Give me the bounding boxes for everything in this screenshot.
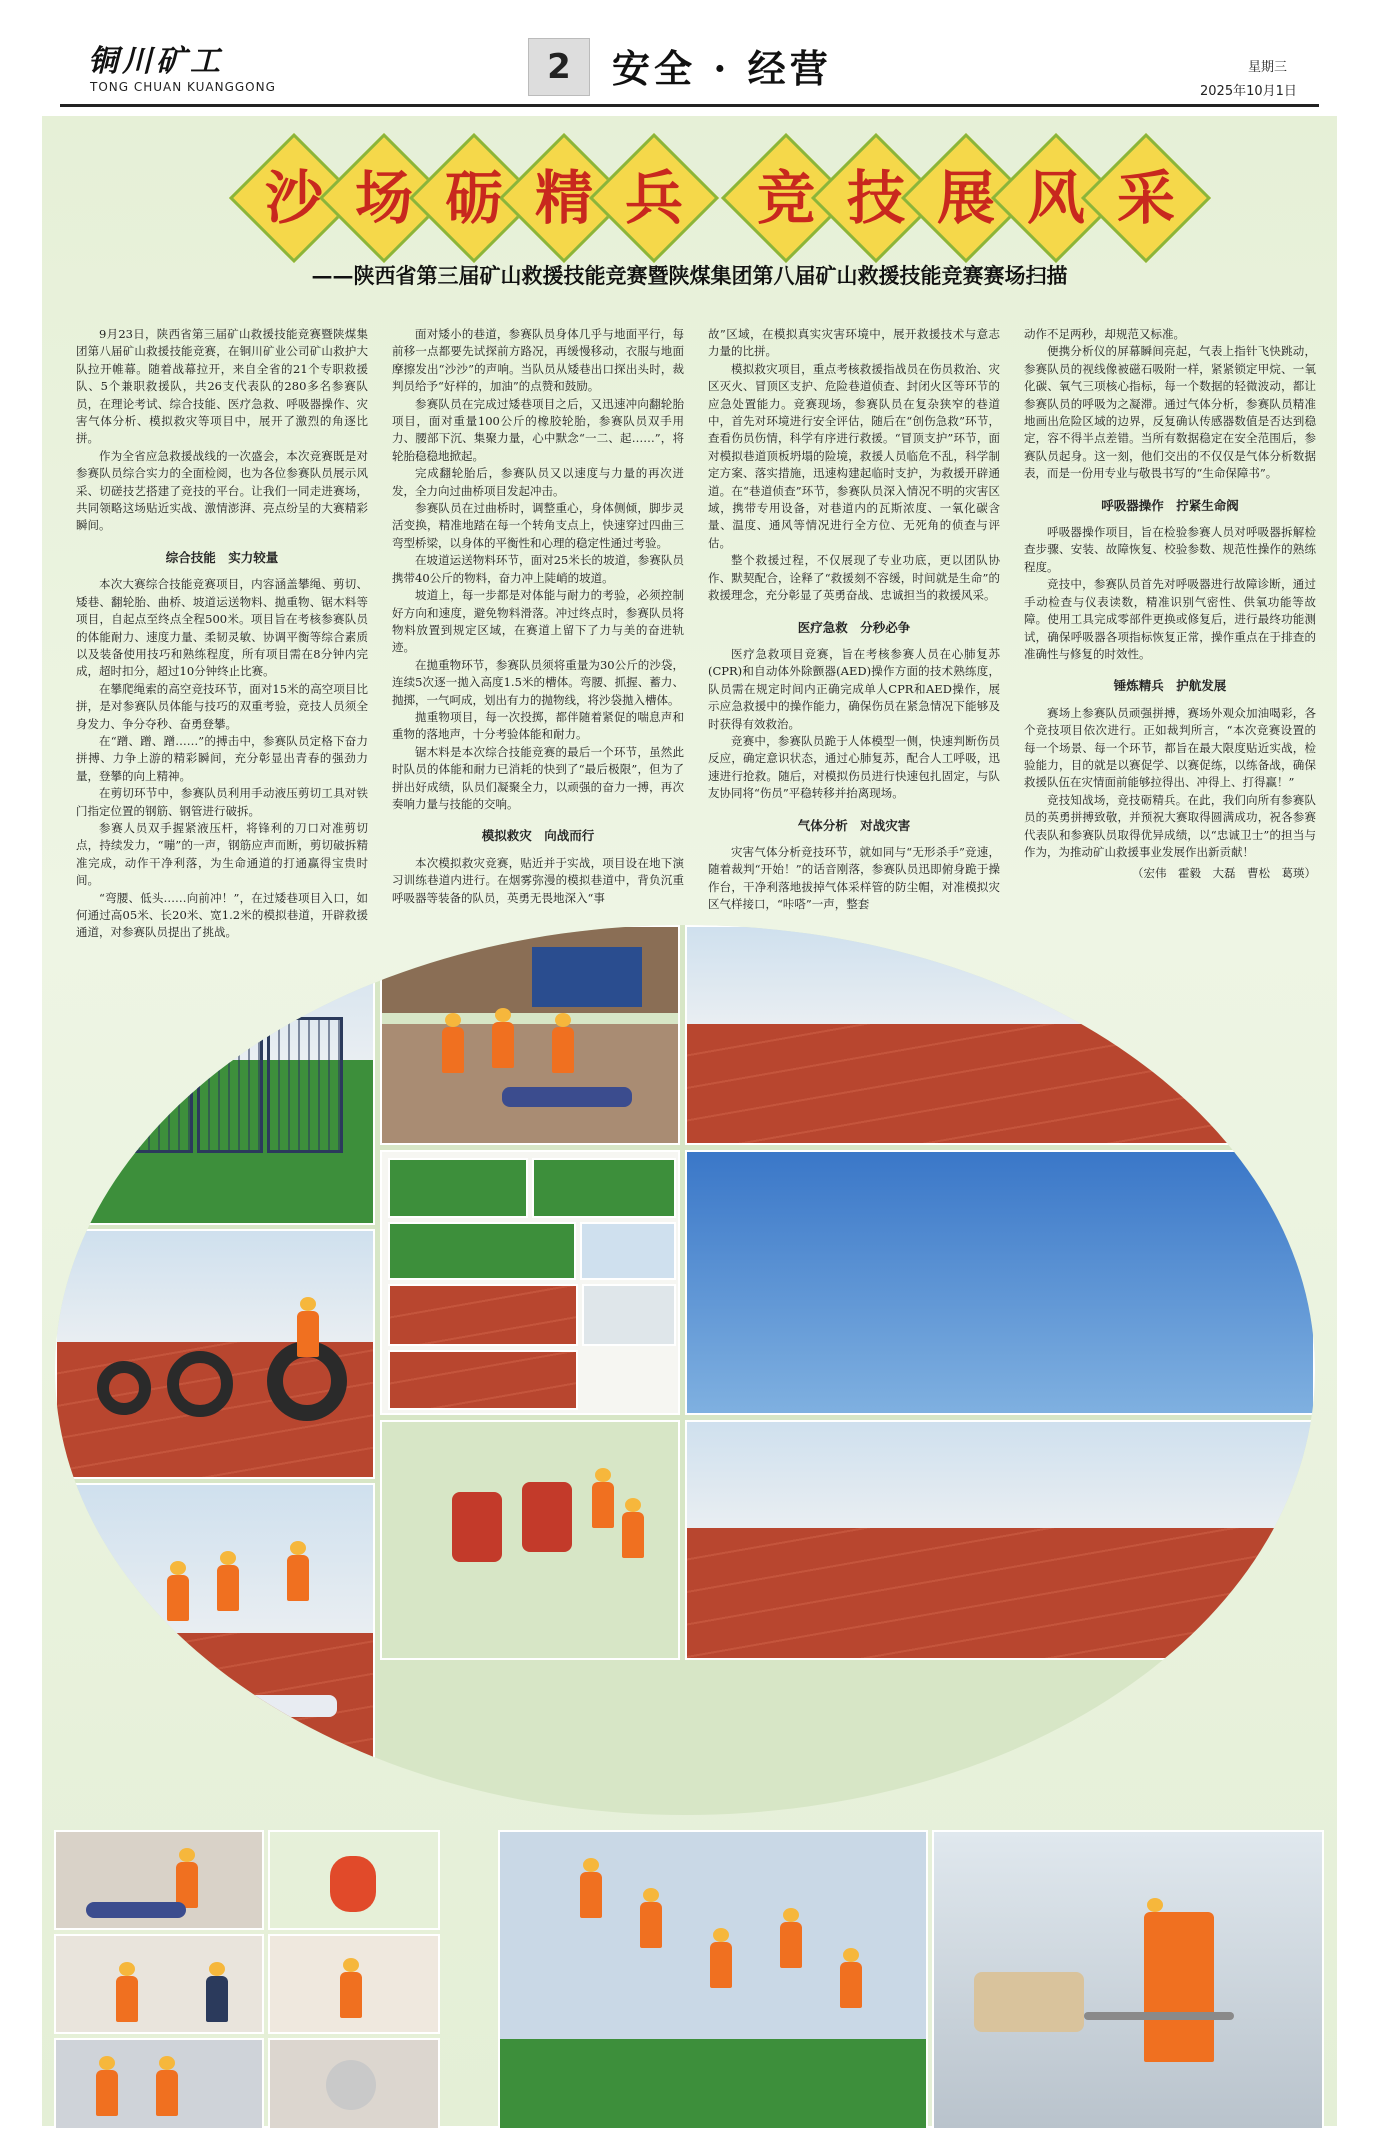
- flame-lamp: [330, 1856, 376, 1912]
- photo-collage-tile: [388, 1222, 576, 1280]
- paragraph: 本次模拟救灾竞赛，贴近并于实战，项目设在地下演习训练巷道内进行。在烟雾弥漫的模拟巷道中，背负沉重呼吸器等装备的队员，英勇无畏地深入“事: [392, 855, 684, 905]
- photo-wood-saw: [932, 1830, 1324, 2130]
- headline-char: 技: [846, 164, 905, 232]
- tire: [97, 1361, 151, 1415]
- rescuer-figure: [552, 1027, 574, 1073]
- section-heading: 综合技能 实力较量: [165, 549, 279, 565]
- rescuer-figure: [1144, 1912, 1214, 2062]
- photo-collage-tile: [388, 1158, 528, 1218]
- paragraph: 锯木料是本次综合技能竞赛的最后一个环节，虽然此时队员的体能和耐力已消耗的快到了“最后极限”，但为了拼出好成绩，队员们凝聚全力，以顽强的奋力一搏，再次奏响力量与技能的交响。: [392, 744, 684, 811]
- headline-char: 采: [1116, 164, 1175, 232]
- paragraph: 模拟救灾项目，重点考核救援指战员在伤员救治、灾区灭火、冒顶区支护、危险巷道侦查、封闭火区等环节的应急处置能力。竞赛现场，参赛队员在复杂狭窄的巷道中，首先对环境进行安全评估，随后在“创伤急救”环节，查看伤员伤情，科学有序进行救援。“冒顶支护”环节，面对模拟巷道顶板坍塌的险境，救援人员临危不乱，科学制定方案、落实措施，迅速构建起临时支护，为救援开辟通道。在“巷道侦查”环节，参赛队员深入情况不明的灾害区域，携带专用设备，对巷道内的瓦斯浓度、一氧化碳含量、温度、通风等情况进行全方位、无死角的侦查与评估。: [708, 361, 1000, 550]
- section-heading: 模拟救灾 向战而行: [481, 828, 595, 844]
- article-column-3: [708, 326, 1000, 914]
- photo-collage-tile: [388, 1350, 578, 1410]
- photo-cpr-hall: [380, 925, 680, 1145]
- issue-date: 2025年10月1日: [1200, 84, 1297, 99]
- paragraph: 竞技中，参赛队员首先对呼吸器进行故障诊断，通过手动检查与仪表读数，精准识别气密性、供氧功能等故障。使用工具完成零部件更换或修复后，进行最终功能测试，确保呼吸器各项指标恢复正常，操作重点在于排查的准确性与修复的时效性。: [1024, 577, 1316, 661]
- paragraph: 在坡道运送物料环节，面对25米长的坡道，参赛队员携带40公斤的物料，奋力冲上陡峭的坡道。: [392, 553, 684, 585]
- newspaper-brand: 铜川矿工: [88, 44, 224, 79]
- rescuer-figure: [287, 1555, 309, 1601]
- paragraph: 参赛队员在过曲桥时，调整重心，身体侧倾，脚步灵活变换，精准地踏在每一个转角支点上，快速穿过四曲三弯型桥梁，以身体的平衡性和心理的稳定性通过考验。: [392, 501, 684, 550]
- section-heading: 锤炼精兵 护航发展: [1113, 678, 1227, 694]
- photo-sky: [687, 927, 1313, 1024]
- paragraph: 在“蹭、蹭、蹭……”的搏击中，参赛队员定格下奋力拼搏、力争上游的精彩瞬间，充分彰显出青春的强劲力量，登攀的向上精神。: [76, 733, 368, 783]
- photo-gas-analysis-6: [268, 2038, 440, 2130]
- paragraph: 在拋重物环节，参赛队员须将重量为30公斤的沙袋，连续5次逐一拋入高度1.5米的槽体。弯腰、抓握、蓄力、抛掷，一气呵成，划出有力的抛物线，将沙袋拋入槽体。: [392, 657, 684, 707]
- paragraph: 坡道上，每一步都是对体能与耐力的考验，必须控制好方向和速度，避免物料滑落。冲过终点时，参赛队员将物料放置到规定区域，在赛道上留下了力与美的奋进轨迹。: [392, 588, 684, 655]
- photo-ground: [687, 1528, 1313, 1658]
- cage-obstacle: [267, 1017, 343, 1153]
- photo-gas-analysis-5: [54, 2038, 264, 2130]
- paragraph: 整个救援过程，不仅展现了专业功底，更以团队协作、默契配合，诠释了“救援刻不容缓，时间就是生命”的救援理念，充分彰显了英勇奋战、忠诚担当的救援风采。: [708, 553, 1000, 603]
- stage-banner: [532, 947, 642, 1007]
- photo-gas-analysis-2: [268, 1830, 440, 1930]
- photo-tire-flip: [55, 1229, 375, 1479]
- manikin: [502, 1087, 632, 1107]
- article-column-2: [392, 326, 684, 907]
- photo-sandbag-carry: [685, 925, 1315, 1145]
- photo-gas-analysis-1: [54, 1830, 264, 1930]
- paragraph: 动作不足两秒，却规范又标准。: [1024, 327, 1185, 341]
- headline-char: 展: [936, 164, 995, 232]
- headline-subtitle: ——陕西省第三届矿山救援技能竞赛暨陕煤集团第八届矿山救援技能竞赛赛场扫描: [311, 263, 1068, 288]
- headline-char: 兵: [624, 164, 683, 232]
- rescuer-figure: [176, 1862, 198, 1908]
- rescuer-figure: [580, 1872, 602, 1918]
- paragraph: 9月23日，陕西省第三届矿山救援技能竞赛暨陕煤集团第八届矿山救援技能竞赛，在铜川矿业公司矿山救护大队拉开帷幕。随着战幕拉开，来自全省的21个专职救援队、5个兼职救援队，共26支代表队的280多名参赛队员，在理论考试、综合技能、医疗急救、呼吸器操作、灾害气体分析、模拟救灾等项目中，展开了激烈的角逐比拼。: [76, 327, 368, 446]
- photo-cage-wall: [55, 925, 375, 1225]
- paragraph: 在剪切环节中，参赛队员利用手动液压剪切工具对铁门指定位置的钢筋、钢管进行破拆。: [76, 786, 368, 818]
- paragraph: 灾害气体分析竞技环节，就如同与“无形杀手”竞速，随着裁判“开始！”的话音刚落，参赛队员迅即俯身跪于操作台，干净利落地拔掉气体采样管的防尘帽，对准模拟灾区气样接口，“咔嗒”一声，整套: [708, 844, 1000, 912]
- rescuer-figure: [217, 1565, 239, 1611]
- paragraph: 参赛队员在完成过矮巷项目之后，又迅速冲向翻轮胎项目，面对重量100公斤的橡胶轮胎，参赛队员双手用力、腰部下沉、集聚力量，心中默念“一二、起……”，将轮胎稳稳地掀起。: [392, 396, 684, 463]
- issue-weekday: 星期三: [1248, 60, 1288, 75]
- section-heading: 气体分析 对战灾害: [797, 817, 911, 833]
- paragraph: “弯腰、低头……向前冲！”，在过矮巷项目入口，如何通过高05米、长20米、宽1.2米的模拟巷道，开辟救援: [76, 890, 368, 922]
- photo-collage-tile: [582, 1284, 676, 1346]
- rescuer-figure: [492, 1022, 514, 1068]
- paragraph: 故”区域，在模拟真实灾害环境中，展开救援技术与意志力量的比拼。: [708, 327, 1000, 359]
- photo-curved-bridge: [55, 1483, 375, 1815]
- paragraph: 竞赛中，参赛队员跪于人体模型一侧，快速判断伤员反应，确定意识状态，通过心肺复苏，配合人工呼吸，迅速进行抢救。随后，对模拟伤员进行快速包扎固定，与队友协同将“伤员”平稳转移并抬离现场。: [708, 733, 1000, 801]
- paragraph: 便携分析仪的屏幕瞬间亮起，气表上指针飞快跳动，参赛队员的视线像被磁石吸附一样，紧紧锁定甲烷、一氧化碳、氧气三项核心指标，每一个数据的轻微波动，都让参赛队员的呼吸为之凝滞。通过气体分析，参赛队员精准地画出危险区域的边界，反复确认传感器数值是否达到稳定，容不得半点差错。当所有数据稳定在安全范围后，参赛队员起身。这一刻，他们交出的不仅仅是气体分析数据表，而是一份用专业与敬畏书写的“生命保障书”。: [1024, 344, 1316, 481]
- article-column-1: [76, 326, 368, 942]
- rescue-equipment-box: [452, 1492, 502, 1562]
- paragraph: 完成翻轮胎后，参赛队员又以速度与力量的再次迸发，全力向过曲桥项目发起冲击。: [392, 466, 684, 498]
- photo-collage-tile: [388, 1284, 578, 1346]
- saw: [1084, 2012, 1234, 2020]
- rescuer-figure: [442, 1027, 464, 1073]
- masthead: [0, 0, 1379, 108]
- page-number: 2: [528, 38, 590, 96]
- headline-char: 场: [354, 164, 413, 232]
- headline-char: 风: [1026, 164, 1085, 232]
- paragraph: 在攀爬绳索的高空竞技环节，面对15米的高空项目比拼，是对参赛队员体能与技巧的双重考验，竞技人员须全身发力、争分夺秒、奋勇登攀。: [76, 681, 368, 731]
- paragraph: 拋重物项目，每一次投掷，都伴随着紧促的喘息声和重物的落地声，十分考验体能和耐力。: [392, 709, 684, 742]
- photo-ground: [500, 2039, 926, 2128]
- section-title: 安全 · 经营: [612, 46, 832, 91]
- photo-collage-grid: [380, 1150, 680, 1415]
- photo-sky: [57, 1231, 373, 1342]
- photo-ground: [687, 1024, 1313, 1143]
- paragraph: 参赛人员双手握紧液压杆，将锋利的刀口对准剪切点，持续发力，“嘣”的一声，钢筋应声而断，剪切破拆精准完成，动作干净利落，为生命通道的打通赢得宝贵时间。: [76, 820, 368, 888]
- headline-char: 沙: [264, 164, 323, 232]
- cage-obstacle: [197, 1007, 263, 1153]
- masthead-rule: [60, 104, 1319, 107]
- section-heading: 呼吸器操作 拧紧生命阀: [1101, 497, 1239, 513]
- curved-bridge: [137, 1695, 337, 1717]
- article-column-4: [1024, 326, 1316, 883]
- newspaper-brand-pinyin: TONG CHUAN KUANGGONG: [90, 80, 276, 94]
- paragraph: 作为全省应急救援战线的一次盛会，本次竞赛既是对参赛队员综合实力的全面检阅，也为各位参赛队员展示风采、切磋技艺搭建了竞技的平台。让我们一同走进赛场，共同领略这场贴近实战、激情澎湃、亮点纷呈的大赛精彩瞬间。: [76, 448, 368, 533]
- photo-collage-tile: [532, 1158, 676, 1218]
- photo-collage-circle: [55, 925, 1315, 1815]
- photo-runner-track: [685, 1420, 1315, 1660]
- rescuer-figure: [340, 1972, 362, 2018]
- photo-sandbag-closeup: [685, 1150, 1315, 1415]
- judge-figure: [206, 1976, 228, 2022]
- instrument: [326, 2060, 376, 2110]
- rescuer-figure: [622, 1512, 644, 1558]
- photo-gas-analysis-3: [54, 1934, 264, 2034]
- tire: [167, 1351, 233, 1417]
- manikin: [86, 1902, 186, 1918]
- section-heading: 医疗急救 分秒必争: [797, 619, 911, 635]
- headline-char: 精: [534, 164, 593, 232]
- rescuer-figure: [780, 1922, 802, 1968]
- paragraph: 面对矮小的巷道，参赛队员身体几乎与地面平行，每前移一点都要先试探前方路况，再缓慢移动，衣服与地面摩擦发出“沙沙”的声响。当队员从矮巷出口探出头时，裁判员给予“好样的，加油”的点赞和鼓励。: [392, 327, 684, 394]
- wood-log: [974, 1972, 1084, 2032]
- article-authors: （宏伟 霍毅 大磊 曹松 葛瑛）: [1132, 866, 1316, 881]
- photo-collage-tile: [580, 1222, 676, 1280]
- headline-char: 砺: [444, 164, 503, 232]
- rescuer-figure: [156, 2070, 178, 2116]
- paragraph: 呼吸器操作项目，旨在检验参赛人员对呼吸器拆解检查步骤、安装、故障恢复、校验参数、规范性操作的熟练程度。: [1024, 525, 1316, 574]
- rescuer-figure: [592, 1482, 614, 1528]
- rescuer-figure: [297, 1311, 319, 1357]
- rescuer-figure: [840, 1962, 862, 2008]
- headline-banner: [230, 144, 1175, 252]
- photo-ground: [57, 1633, 373, 1813]
- photo-ground: [382, 1024, 678, 1143]
- photo-gas-analysis-4: [268, 1934, 440, 2034]
- rescuer-figure: [96, 2070, 118, 2116]
- photo-rope-climb: [498, 1830, 928, 2130]
- photo-sky: [687, 1422, 1313, 1528]
- rescuer-figure: [640, 1902, 662, 1948]
- cage-obstacle: [117, 997, 193, 1153]
- paragraph: 赛场上参赛队员顽强拼搏，赛场外观众加油喝彩，各个竞技项目依次进行。正如裁判所言，“本次竞赛设置的每一个场景、每一个环节，都旨在最大限度贴近实战，检验能力，目的就是以赛促学、以赛促练，以练备战，确保救援队伍在灾情面前能够拉得出、冲得上、打得赢！”: [1024, 705, 1316, 790]
- rescuer-figure: [710, 1942, 732, 1988]
- rescuer-figure: [167, 1575, 189, 1621]
- paragraph: 竞技知战场，竞技砺精兵。在此，我们向所有参赛队员的英勇拼搏致敬，并预祝大赛取得圆满成功，祝各参赛代表队和参赛队员取得优异成绩，以“忠诚卫士”的担当与作为，为推动矿山救援事业发展作出新贡献！: [1024, 792, 1316, 859]
- rescue-equipment-box: [522, 1482, 572, 1552]
- photo-tunnel-rescue: [380, 1420, 680, 1660]
- paragraph: 医疗急救项目竞赛，旨在考核参赛人员在心肺复苏(CPR)和自动体外除颤器(AED)操作方面的技术熟练度，队员需在规定时间内正确完成单人CPR和AED操作，展示应急救援中的操作能力，确保伤员在紧急情况下能够及时获得有效救治。: [708, 646, 1000, 731]
- headline-char: 竞: [756, 164, 815, 232]
- paragraph: 本次大赛综合技能竞赛项目，内容涵盖攀绳、剪切、矮巷、翻轮胎、曲桥、坡道运送物料、拋重物、锯木料等项目，自起点至终点全程500米。项目旨在考核参赛队员的体能耐力、速度力量、柔韧灵敏、协调平衡等综合素质以及装备使用技巧和熟练程度，所有项目需在8分钟内完成，超时扣分，超过10分钟终止比赛。: [76, 577, 368, 679]
- rescuer-figure: [116, 1976, 138, 2022]
- photo-sky: [57, 1485, 373, 1633]
- photo-sky: [687, 1152, 1313, 1413]
